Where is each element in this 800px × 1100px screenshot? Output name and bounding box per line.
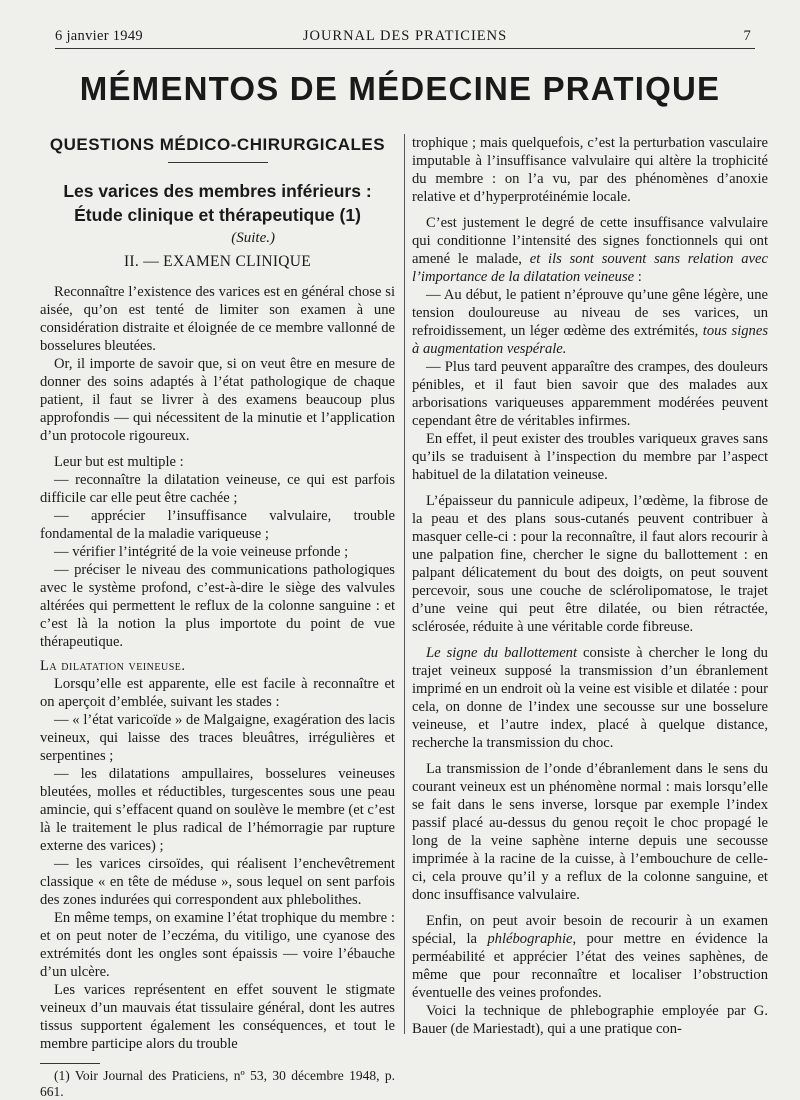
footnote: (1) Voir Journal des Praticiens, nº 53, 30 décembre 1948, p. 661. bbox=[40, 1068, 395, 1099]
paragraph: En même temps, on examine l’état trophique du membre : et on peut noter de l’eczéma, du vitiligo, une cyanose des extrémités dont les ongles sont épaissis — voire l’ébauche d’un ulcère. bbox=[40, 910, 395, 980]
paragraph: La transmission de l’onde d’ébranlement dans le sens du courant veineux est un phénomène normal : mais lorsqu’elle se fait dans le sens inverse, lorsque par exemple l’index passif placé au-dessus du genou reçoit le choc propagé le long de la veine saphène interne depuis une secousse imprimée à la racine de la cuisse, à l’embouchure de celle-ci, cela prouve qu’il y a reflux de la colonne sanguine, et donc insuffisance valvulaire. bbox=[412, 761, 768, 903]
paragraph: C’est justement le degré de cette insuffisance valvulaire qui conditionne l’intensité des signes fonctionnels qui ont amené le malade, et ils sont souvent sans relation avec l’importance de la dilatation veineuse : bbox=[412, 215, 768, 285]
paragraph: Enfin, on peut avoir besoin de recourir à un examen spécial, la phlébographie, pour mettre en évidence la perméabilité et apprécier l’état des veines saphènes, de même que pour reconnaître et localiser l’obstruction éventuelle des veines profondes. bbox=[412, 913, 769, 1001]
subsection-heading: II. — EXAMEN CLINIQUE bbox=[123, 253, 312, 270]
paragraph: trophique ; mais quelquefois, c’est la perturbation vasculaire imputable à l’insuffisance valvulaire qui altère la trophicité du membre : on l’a vu, par des phénomènes d’anoxie relative et d’hyperprotéinémie locale. bbox=[412, 135, 768, 205]
paragraph: Le signe du ballottement consiste à chercher le long du trajet veineux supposé la transmission d’un ébranlement imprimé en un endroit où la veine est visible et dilatée : pour cela, on donne de l’index une secousse sur une bosselure veineuse, et l’autre index, placé à quelque distance, recherche la transmission du choc. bbox=[412, 645, 768, 751]
smallcaps-heading: La dilatation veineuse. bbox=[40, 658, 186, 674]
paragraph: Leur but est multiple : bbox=[54, 454, 184, 470]
header-journal-name: JOURNAL DES PRATICIENS bbox=[302, 28, 508, 44]
paragraph: Les varices représentent en effet souvent le stigmate veineux d’un mauvais état tissulaire général, dont les autres tissus supportent également les conséquences, et tout le membre participe alors du trouble bbox=[40, 982, 395, 1052]
header-date: 6 janvier 1949 bbox=[55, 28, 143, 44]
masthead-title: MÉMENTOS DE MÉDECINE PRATIQUE bbox=[79, 70, 721, 107]
title-rule bbox=[168, 162, 268, 163]
article-title-line-1: Les varices des membres inférieurs : bbox=[63, 181, 372, 201]
column-divider bbox=[404, 134, 405, 1034]
list-item: — « l’état varicoïde » de Malgaigne, exagération des lacis veineux, qui laisse des traces bleuâtres, irrégulières et serpentines ; bbox=[40, 712, 395, 764]
paragraph: Or, il importe de savoir que, si on veut être en mesure de donner des soins adaptés à l’état pathologique de chaque patient, il faut se livrer à des examens beaucoup plus approfondis — qui nécessitent de la minutie et l’application d’un protocole rigoureux. bbox=[40, 356, 395, 444]
paragraph: Reconnaître l’existence des varices est en général chose si aisée, qu’on est tenté de limiter son examen à une considération distraite et éloignée de ce membre vallonné de bosselures bleutées. bbox=[40, 284, 395, 354]
running-header bbox=[55, 26, 755, 49]
left-column bbox=[40, 134, 395, 1100]
list-item: — les dilatations ampullaires, bosselures veineuses bleutées, molles et réductibles, turgescentes sous une peau amincie, qui s’effacent quand on soulève le membre (et c’est là le traitement le plus radical de l’hémorragie par rupture externe des varices) ; bbox=[40, 766, 395, 854]
italic-text: Le signe du ballottement bbox=[426, 645, 578, 661]
paragraph: Lorsqu’elle est apparente, elle est facile à reconnaître et on aperçoit d’emblée, suivant les stades : bbox=[40, 676, 395, 710]
list-item: — apprécier l’insuffisance valvulaire, trouble fondamental de la maladie variqueuse ; bbox=[40, 508, 395, 542]
section-title: QUESTIONS MÉDICO-CHIRURGICALES bbox=[49, 135, 386, 154]
right-column bbox=[412, 134, 768, 1038]
footnote-rule bbox=[40, 1063, 100, 1064]
italic-text: et ils sont souvent sans relation avec l’importance de la dilatation veineuse bbox=[412, 251, 768, 285]
list-item: — vérifier l’intégrité de la voie veineuse prfonde ; bbox=[54, 544, 349, 560]
list-item: — Au début, le patient n’éprouve qu’une gêne légère, une tension douloureuse au niveau de ses varices, un refroidissement, un léger œdème des extrémités, tous signes à augmentation vespérale. bbox=[412, 287, 769, 357]
list-item: — préciser le niveau des communications pathologiques avec le système profond, c’est-à-dire le siège des valvules altérées qui permettent le reflux de la colonne sanguine : et c’est là la notion la plus importote du point de vue thérapeutique. bbox=[40, 562, 395, 650]
italic-text: tous signes à augmentation vespérale. bbox=[412, 323, 769, 357]
article-title-line-2: Étude clinique et thérapeutique (1) bbox=[74, 205, 361, 225]
list-item: — les varices cirsoïdes, qui réalisent l’enchevêtrement classique « en tête de méduse », sous lequel on sent parfois des zones indurées qui correspondent aux phlebolithes. bbox=[40, 856, 395, 908]
paragraph: Voici la technique de phlebographie employée par G. Bauer (de Mariestadt), qui a une pratique con- bbox=[412, 1003, 768, 1037]
italic-text: phlébographie bbox=[487, 931, 573, 947]
paragraph: L’épaisseur du pannicule adipeux, l’œdème, la fibrose de la peau et des plans sous-cutanés peuvent contribuer à masquer celle-ci : pour la reconnaître, il faut alors recourir à une palpation fine, chercher le signe du ballottement : en palpant délicatement du bout des doigts, on peut souvent percevoir, sous une couche de sclérolipomatose, le trajet d’une veine qui peut être dilatée, ou bien rétractée, sclérosée, réduite à une véritable corde fibreuse. bbox=[412, 493, 768, 635]
list-item: — Plus tard peuvent apparaître des crampes, des douleurs pénibles, et il faut bien savoir que des malades aux arborisations variqueuses apparemment modérées peuvent cependant être de véritables infirmes. bbox=[412, 359, 768, 429]
list-item: — reconnaître la dilatation veineuse, ce qui est parfois difficile car elle peut être cachée ; bbox=[40, 472, 395, 506]
page-number: 7 bbox=[743, 28, 751, 44]
suite-note: (Suite.) bbox=[231, 230, 275, 246]
paragraph: En effet, il peut exister des troubles variqueux graves sans qu’ils se traduisent à l’inspection du membre par l’aspect habituel de la dilatation veineuse. bbox=[412, 431, 768, 483]
